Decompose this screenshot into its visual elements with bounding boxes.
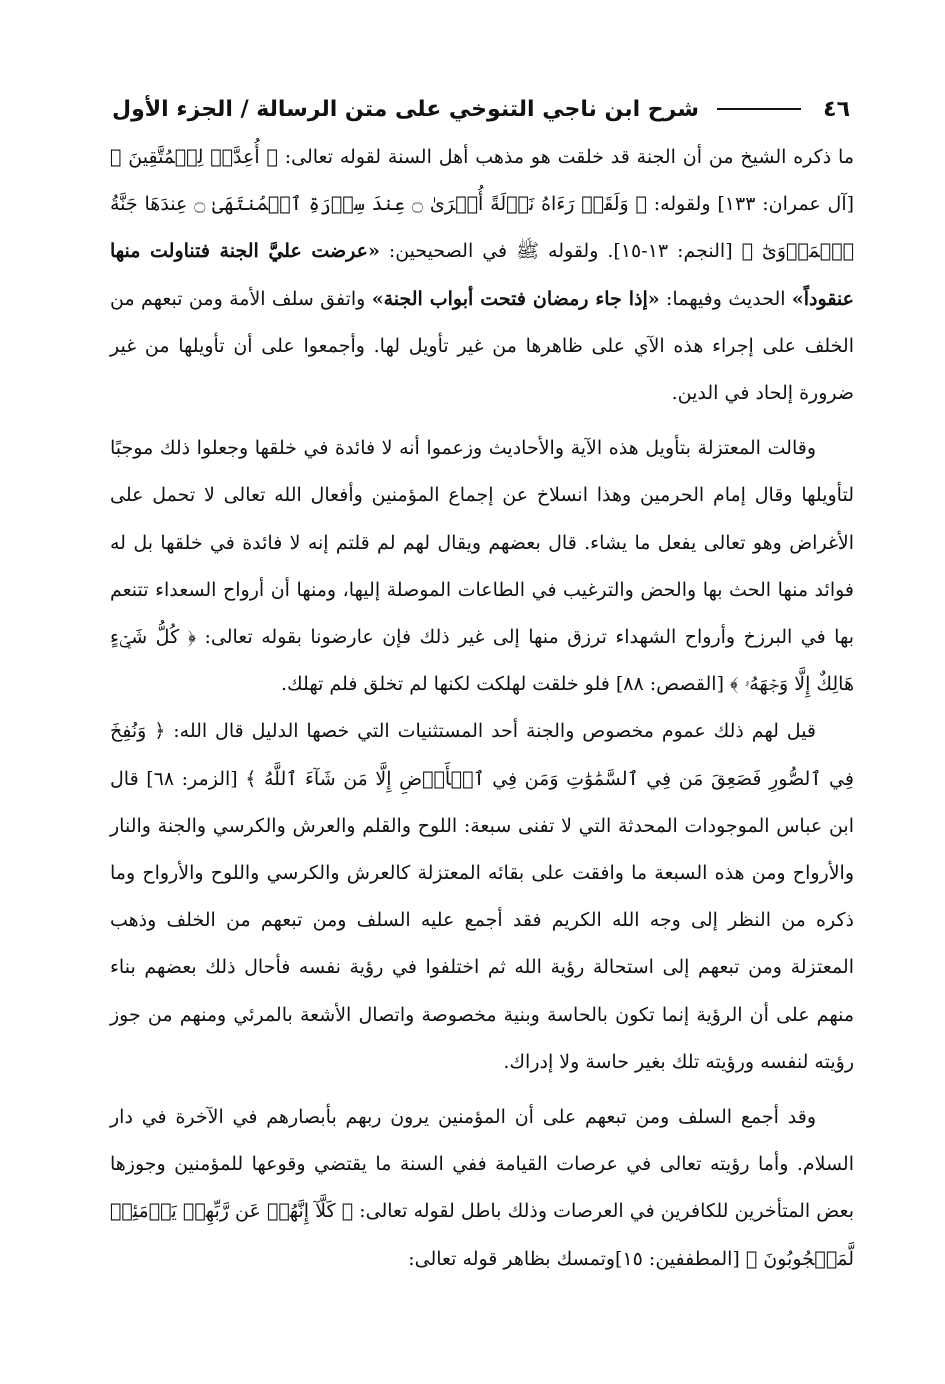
text-span: واتفق سلف الأمة ومن تبعهم من الخلف على إجراء هذه الآي على ظاهرها من غير تأويل لها. وأجمعوا على أن تأويلها من غير ضرورة إلحاد في الدين. (110, 287, 854, 405)
text-span: وقالت المعتزلة بتأويل هذه الآية والأحاديث وزعموا أنه لا فائدة في خلقها وجعلوا ذلك موجبًا لتأويلها وقال إمام الحرمين وهذا انسلاخ عن إجماع المؤمنين وأفعال الله تعالى لا تحمل على الأغراض وهو تعالى يفعل ما يشاء. قال بعضهم ويقال لهم لم قلتم إنه لا فائدة في خلقها بل له فوائد منها الحث بها والحض والترغيب في الطاعات الموصلة إليها، ومنها أن أرواح السعداء تتنعم بها في البرزخ وأرواح الشهداء ترزق منها إلى غير ذلك فإن عارضونا بقوله تعالى: (110, 437, 855, 649)
text-span: [الزمر: ٦٨] قال ابن عباس الموجودات المحدثة التي لا تفنى سبعة: اللوح والقلم والعرش والكرسي والجنة والنار والأرواح ومن هذه السبعة ما وافقت على بقائه المعتزلة كالعرش والكرسي واللوح والأرواح وما ذكره من النظر إلى وجه الله الكريم فقد أجمع عليه السلف ومن تبعهم من الخلف وذهب المعتزلة ومن تبعهم إلى استحالة رؤية الله ثم اختلفوا في رؤية نفسه فأحال ذلك بعضهم بناء منهم على أن الرؤية إنما تكون بالحاسة وبنية مخصوصة واتصال الأشعة بالمرئي ومنهم من جوز رؤيته لنفسه ورؤيته تلك بغير حاسة ولا إدراك. (110, 767, 854, 1073)
text-span: [القصص: ٨٨] فلو خلقت لهلكت لكنها لم تخلق فلم تهلك. (280, 673, 731, 696)
page-number: ٤٦ (823, 96, 850, 122)
header-rule (717, 108, 801, 110)
quran-verse: ﴿ وَلَقَدۡ رَءَاهُ نَزۡلَةً أُخۡرَىٰ ۝ عِندَ سِدۡرَةِ ٱلۡمُنتَهَىٰ ۝ عِندَهَا جَنَّةُ ٱلۡمَأۡوَىٰٓ ﴾ (110, 193, 855, 263)
text-span: [النجم: ١٣-١٥]. ولقوله ﷺ في الصحيحين: (379, 240, 742, 263)
text-span: [المطففين: ١٥]وتمسك بظاهر قوله تعالى: (408, 1247, 746, 1270)
quran-verse: ﴿ وَنُفِخَ فِي ٱلصُّورِ فَصَعِقَ مَن فِي ٱلسَّمَٰوَٰتِ وَمَن فِي ٱلۡأَرۡضِ إِلَّا مَن شَآءَ ٱللَّهُ ﴾ (110, 720, 854, 790)
quran-verse: ﴿ أُعِدَّتۡ لِلۡمُتَّقِينَ ﴾ (110, 146, 278, 168)
hadith-quote: «إذا جاء رمضان فتحت أبواب الجنة» (371, 287, 660, 310)
paragraph (110, 425, 854, 708)
quran-verse: ﴿ كُلُّ شَيۡءٍ هَالِكٌ إِلَّا وَجۡهَهُۥ ﴾ (110, 626, 854, 696)
text-span: ما ذكره الشيخ من أن الجنة قد خلقت هو مذهب أهل السنة لقوله تعالى: (277, 146, 855, 168)
quran-verse: ﴿ كَلَّآ إِنَّهُمۡ عَن رَّبِّهِمۡ يَوۡمَئِذٖ لَّمَحۡجُوبُونَ ﴾ (110, 1200, 854, 1270)
paragraph (110, 708, 854, 1086)
paragraph (110, 134, 854, 417)
running-title: شرح ابن ناجي التنوخي على متن الرسالة / الجزء الأول (112, 96, 699, 122)
hadith-quote: «عرضت عليَّ الجنة فتناولت منها عنقوداً» (110, 240, 855, 310)
text-span: قيل لهم ذلك عموم مخصوص والجنة أحد المستثنيات التي خصها الدليل قال الله: (165, 720, 817, 743)
text-span: وقد أجمع السلف ومن تبعهم على أن المؤمنين يرون ربهم بأبصارهم في الآخرة في دار السلام. وأما رؤيته تعالى في عرصات القيامة ففي السنة ما يقتضي وقوعها للمؤمنين وجوزها بعض المتأخرين للكافرين في العرصات وذلك باطل لقوله تعالى: (110, 1106, 854, 1223)
page-header (112, 88, 850, 130)
body-text (110, 134, 854, 1283)
text-span: الحديث وفيهما: (659, 287, 792, 310)
paragraph (110, 1094, 854, 1283)
text-span: [آل عمران: ١٣٣] ولقوله: (646, 193, 855, 216)
